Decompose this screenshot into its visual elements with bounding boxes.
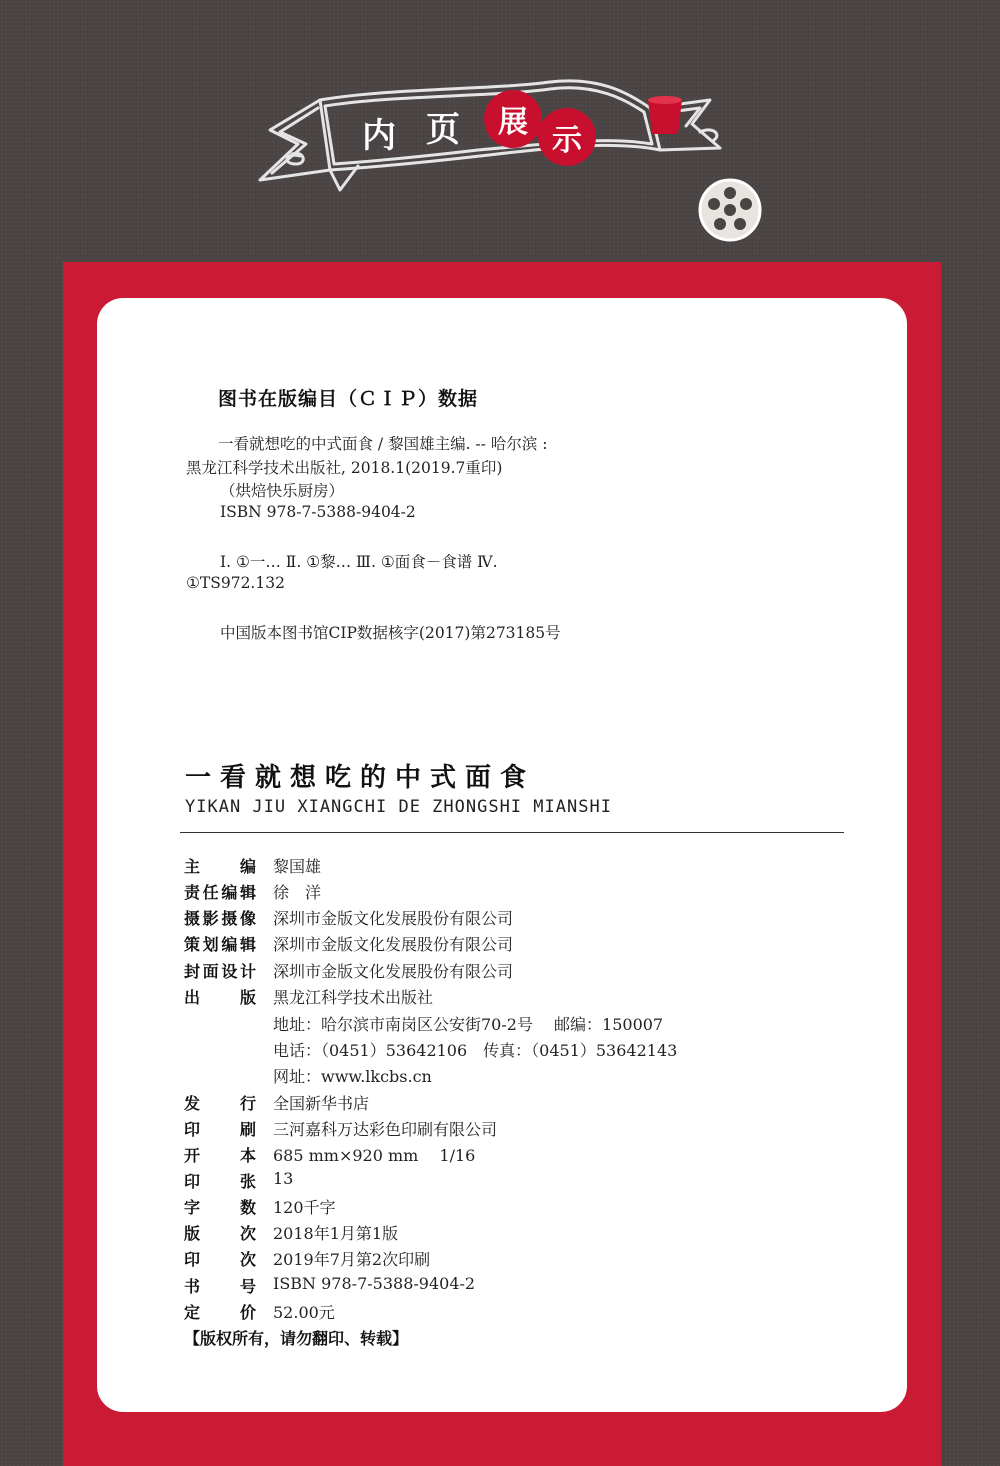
label-char: 面 <box>202 962 219 981</box>
label-char: 刷 <box>239 1120 256 1139</box>
label-char: 策 <box>184 935 201 954</box>
label-char: 任 <box>202 883 219 902</box>
imprint-value: 深圳市金版文化发展股份有限公司 <box>273 909 514 928</box>
label-char: 印 <box>184 1120 201 1139</box>
label-char: 责 <box>184 883 201 902</box>
label-char: 次 <box>239 1224 256 1243</box>
banner-char-2: 页 <box>426 110 460 150</box>
label-char: 号 <box>239 1277 256 1296</box>
imprint-label <box>184 906 256 929</box>
label-char: 编 <box>221 883 238 902</box>
label-char: 编 <box>239 857 256 876</box>
imprint-label <box>184 1195 256 1218</box>
label-char: 字 <box>184 1198 201 1217</box>
cip-line-3: （烘焙快乐厨房） <box>220 482 345 500</box>
imprint-value: 深圳市金版文化发展股份有限公司 <box>273 935 514 954</box>
label-char: 印 <box>184 1172 201 1191</box>
imprint-label <box>184 1091 256 1114</box>
imprint-label <box>184 1143 256 1166</box>
label-char: 定 <box>184 1303 201 1322</box>
label-char: 辑 <box>239 935 256 954</box>
imprint-label <box>184 932 256 955</box>
rights-notice: 【版权所有，请勿翻印、转载】 <box>184 1329 409 1348</box>
imprint-value: 120千字 <box>273 1198 336 1217</box>
imprint-value: 黑龙江科学技术出版社 <box>273 988 434 1007</box>
cip-line-7: 中国版本图书馆CIP数据核字(2017)第273185号 <box>220 624 561 642</box>
cip-line-2: 黑龙江科学技术出版社, 2018.1(2019.7重印) <box>186 459 503 477</box>
publisher-website: 网址：www.lkcbs.cn <box>273 1067 432 1086</box>
book-title: 一看就想吃的中式面食 <box>185 763 536 793</box>
imprint-value: 黎国雄 <box>273 857 322 876</box>
imprint-value: 三河嘉科万达彩色印刷有限公司 <box>273 1120 498 1139</box>
imprint-value: 2019年7月第2次印刷 <box>273 1250 431 1269</box>
imprint-label <box>184 1274 256 1297</box>
label-char: 划 <box>202 935 219 954</box>
label-char: 张 <box>239 1172 256 1191</box>
label-char: 设 <box>221 962 238 981</box>
imprint-value: 2018年1月第1版 <box>273 1224 399 1243</box>
cip-line-5: Ⅰ. ①一… Ⅱ. ①黎… Ⅲ. ①面食－食谱 Ⅳ. <box>220 553 498 571</box>
publisher-phone: 电话：（0451）53642106 传真：（0451）53642143 <box>273 1041 678 1060</box>
label-char: 版 <box>184 1224 201 1243</box>
label-char: 印 <box>184 1250 201 1269</box>
imprint-label <box>184 1300 256 1323</box>
cip-line-1: 一看就想吃的中式面食 / 黎国雄主编. -- 哈尔滨 : <box>218 435 548 453</box>
banner-circle-2: 示 <box>538 108 596 166</box>
imprint-value: 深圳市金版文化发展股份有限公司 <box>273 962 514 981</box>
label-char: 辑 <box>239 883 256 902</box>
label-char: 计 <box>239 962 256 981</box>
cip-line-4: ISBN 978-7-5388-9404-2 <box>220 503 416 521</box>
label-char: 书 <box>184 1277 201 1296</box>
imprint-value: 685 mm×920 mm 1/16 <box>273 1146 476 1165</box>
imprint-value: 徐 洋 <box>273 883 322 902</box>
chalk-banner <box>230 60 770 260</box>
imprint-label <box>184 985 256 1008</box>
label-char: 摄 <box>221 909 238 928</box>
imprint-label <box>184 880 256 903</box>
imprint-label <box>184 1247 256 1270</box>
cip-title: 图书在版编目（ＣＩＰ）数据 <box>218 388 479 410</box>
label-char: 行 <box>239 1094 256 1113</box>
banner-char-1: 内 <box>362 116 396 156</box>
label-char: 编 <box>221 935 238 954</box>
imprint-value: 13 <box>273 1169 294 1188</box>
label-char: 价 <box>239 1303 256 1322</box>
label-char: 摄 <box>184 909 201 928</box>
imprint-value: 52.00元 <box>273 1303 335 1322</box>
label-char: 开 <box>184 1146 201 1165</box>
cip-line-6: ①TS972.132 <box>186 574 285 592</box>
imprint-label <box>184 854 256 877</box>
label-char: 本 <box>239 1146 256 1165</box>
label-char: 版 <box>239 988 256 1007</box>
label-char: 封 <box>184 962 201 981</box>
imprint-value: ISBN 978-7-5388-9404-2 <box>273 1274 476 1293</box>
label-char: 数 <box>239 1198 256 1217</box>
label-char: 影 <box>202 909 219 928</box>
label-char: 发 <box>184 1094 201 1113</box>
label-char: 出 <box>184 988 201 1007</box>
imprint-value: 全国新华书店 <box>273 1094 370 1113</box>
publisher-address: 地址：哈尔滨市南岗区公安街70-2号 邮编：150007 <box>273 1015 664 1034</box>
label-char: 像 <box>239 909 256 928</box>
imprint-label <box>184 1169 256 1192</box>
book-pinyin: YIKAN JIU XIANGCHI DE ZHONGSHI MIANSHI <box>185 797 612 817</box>
label-char: 主 <box>184 857 201 876</box>
label-char: 次 <box>239 1250 256 1269</box>
banner-circle-1: 展 <box>484 90 542 148</box>
imprint-label <box>184 959 256 982</box>
imprint-label <box>184 1117 256 1140</box>
ribbon-icon <box>230 60 770 260</box>
divider <box>180 832 844 833</box>
imprint-label <box>184 1221 256 1244</box>
